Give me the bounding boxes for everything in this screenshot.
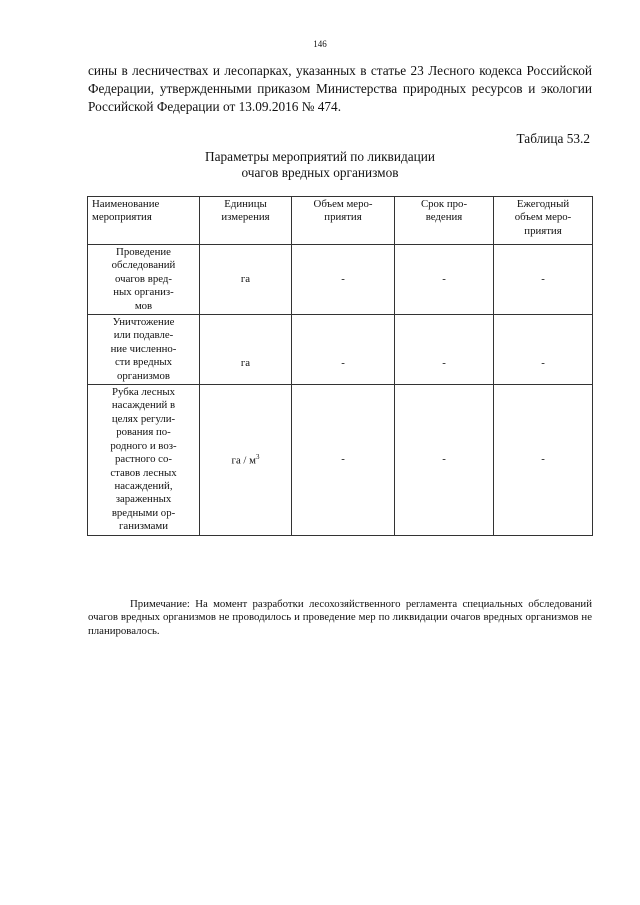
cell-name: Рубка лесных насаждений в целях регули- рования по- родного и воз- растного со- ставов лесных насаждений, зараженных вредными ор- ганизмами <box>88 385 200 535</box>
cell-unit: га <box>200 315 292 385</box>
cell-volume: - <box>292 245 395 315</box>
header-volume: Объем меро- приятия <box>292 197 395 245</box>
note-text: Примечание: На момент разработки лесохозяйственного регламента специальных обследований очагов вредных организмов не проводилось и проведение мер по ликвидации очагов вредных организмов не планировалось. <box>88 598 592 637</box>
table-number: Таблица 53.2 <box>516 131 590 146</box>
table-note <box>88 598 592 638</box>
cell-volume: - <box>292 315 395 385</box>
cell-annual: - <box>494 385 593 535</box>
table-title-line: Параметры мероприятий по ликвидации <box>205 149 435 164</box>
table-title <box>0 149 640 181</box>
header-term: Срок про- ведения <box>395 197 494 245</box>
cell-unit: га / $м^3$ <box>200 385 292 535</box>
cell-term: - <box>395 315 494 385</box>
intro-paragraph <box>88 62 592 116</box>
table-row <box>88 385 593 535</box>
cell-unit: га <box>200 245 292 315</box>
cell-term: - <box>395 245 494 315</box>
table-row <box>88 315 593 385</box>
table-title-line: очагов вредных организмов <box>241 165 399 180</box>
intro-text: сины в лесничествах и лесопарках, указанных в статье 23 Лесного кодекса Российской Федерации, утвержденными приказом Министерства природных ресурсов и экологии Российской Федерации от 13.09.2016 № 474. <box>88 63 592 114</box>
header-unit: Единицы измерения <box>200 197 292 245</box>
page-number: 146 <box>313 39 327 49</box>
cell-name: Уничтожение или подавле- ние численно- сти вредных организмов <box>88 315 200 385</box>
cell-term: - <box>395 385 494 535</box>
table-header-row <box>88 197 593 245</box>
cell-annual: - <box>494 245 593 315</box>
cell-volume: - <box>292 385 395 535</box>
header-name: Наименование мероприятия <box>88 197 200 245</box>
header-annual: Ежегодный объем меро- приятия <box>494 197 593 245</box>
table-row <box>88 245 593 315</box>
measures-table <box>87 196 593 536</box>
cell-name: Проведение обследований очагов вред- ных организ- мов <box>88 245 200 315</box>
cell-annual: - <box>494 315 593 385</box>
